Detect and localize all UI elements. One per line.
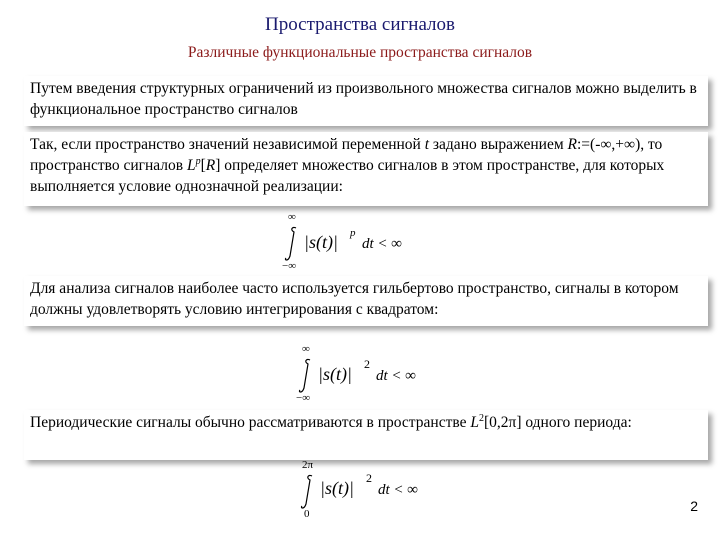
slide-title: Пространства сигналов [264,14,456,35]
text-fragment: задано выражением [429,136,568,153]
formula-integrand: |s(t)| [304,232,338,252]
formula-rest: dt < ∞ [376,368,416,384]
text-fragment: ] определяет множество сигналов в этом пространстве, для которых выполняется условие однозначной реализации: [30,157,665,195]
formula-power: 2 [366,471,372,485]
formula-rest: dt < ∞ [378,482,418,498]
paragraph-text: Путем введения структурных ограничений из произвольного множества сигналов можно выделить в функциональное пространство сигналов [30,80,697,118]
integral-upper-limit: ∞ [288,211,296,223]
superscript-p: p [195,155,201,167]
text-fragment: :=(-∞,+∞), то пространство сигналов [30,136,663,174]
integral-lower-limit: −∞ [296,392,311,404]
paragraph-lp-space [24,132,708,206]
symbol-l: L [470,414,479,431]
formula-power: p [350,227,356,239]
formula-l2-condition [296,340,436,404]
formula-integrand: |s(t)| [318,364,352,384]
integral-upper-limit: ∞ [302,343,310,355]
paragraph-structural-constraints [24,76,708,126]
symbol-l: L [186,157,196,174]
text-fragment: [0,2π] одного периода: [483,414,632,431]
integral-sign-icon [299,359,310,392]
formula-periodic-condition [298,456,438,520]
text-fragment: Периодические сигналы обычно рассматриваются в пространстве [30,414,471,431]
integral-sign-icon [301,475,312,508]
formula-power: 2 [364,357,370,371]
paragraph-text: Для анализа сигналов наиболее часто используется гильбертово пространство, сигналы в котором должны удовлетворять условию интегрирования с квадратом: [30,280,679,318]
formula-lp-condition [282,208,422,272]
integral-sign-icon [285,227,296,260]
paragraph-hilbert-space [24,276,708,326]
formula-integrand: |s(t)| [320,478,354,498]
integral-lower-limit: −∞ [282,260,297,272]
variable-r: R [205,157,216,174]
integral-upper-limit: 2π [302,459,314,471]
superscript-2: 2 [478,412,484,424]
variable-r: R [567,136,577,153]
paragraph-periodic-signals [24,410,708,460]
text-fragment: [ [200,157,206,174]
slide-subtitle: Различные функциональные пространства сигналов [187,44,533,61]
variable-t: t [424,136,430,153]
formula-rest: dt < ∞ [362,236,402,252]
page-number: 2 [690,498,698,514]
integral-lower-limit: 0 [304,508,310,520]
text-fragment: Так, если пространство значений независимой переменной [30,136,425,153]
